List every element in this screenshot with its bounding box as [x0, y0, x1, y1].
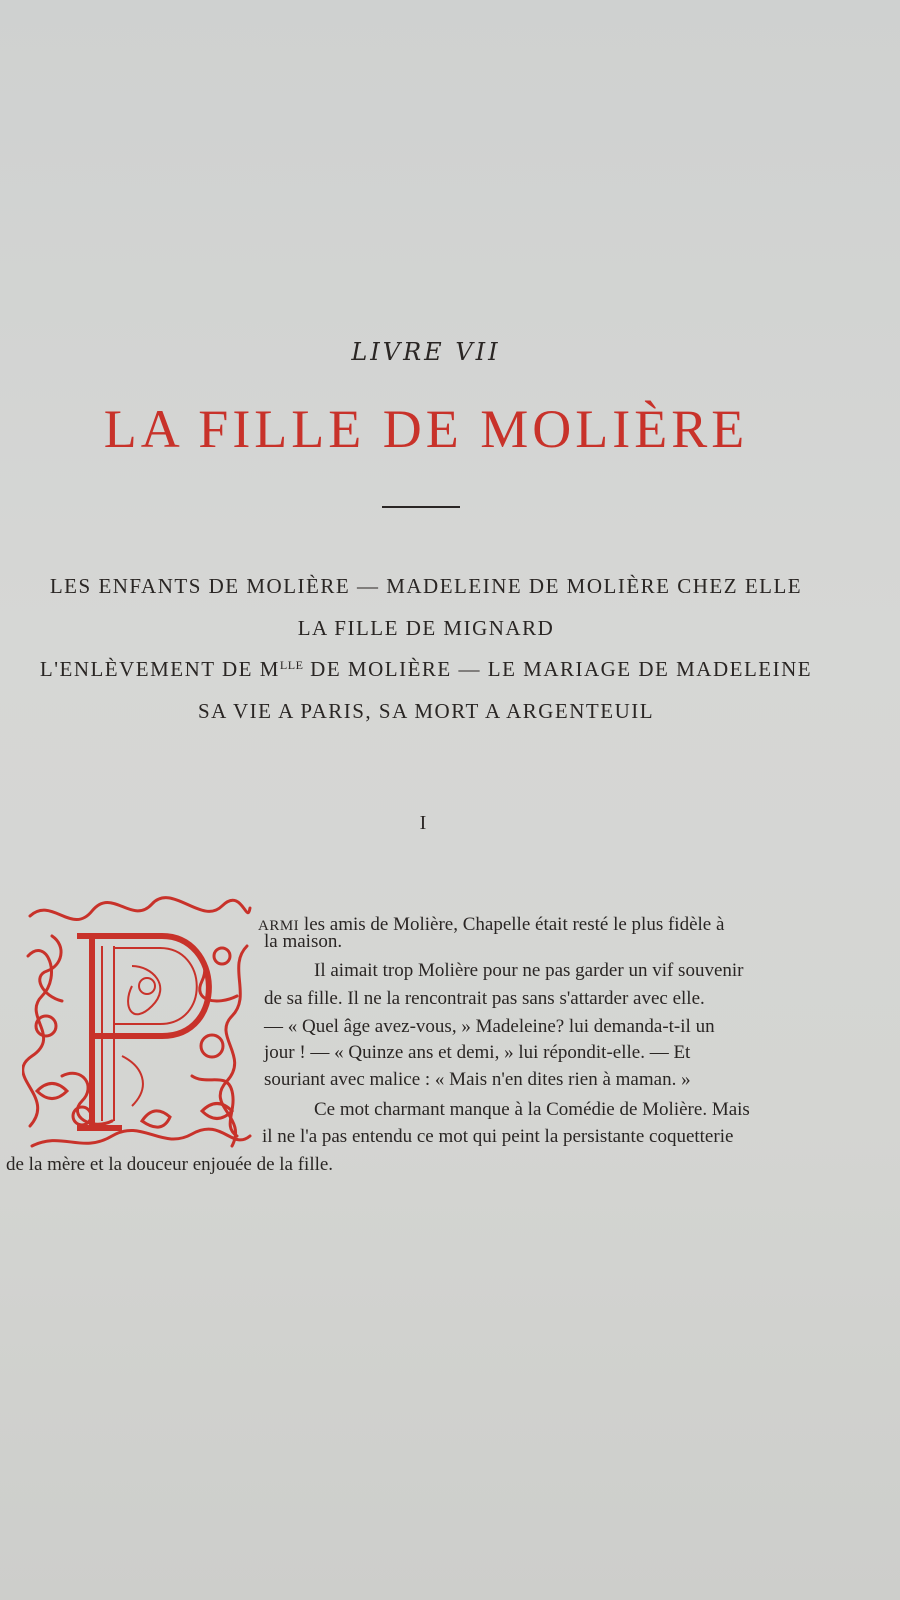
- summary-line-3: [0, 657, 852, 682]
- summary-line-1: LES ENFANTS DE MOLIÈRE — MADELEINE DE MOLIÈRE CHEZ ELLE: [49, 574, 803, 598]
- text-line: souriant avec malice : « Mais n'en dites rien à maman. »: [264, 1069, 691, 1090]
- book-label: LIVRE VII: [351, 338, 501, 366]
- dropcap-word-rest: ARMI: [258, 918, 300, 934]
- text-line: Il aimait trop Molière pour ne pas garder un vif souvenir: [314, 960, 744, 981]
- text-line-content: les amis de Molière, Chapelle était resté le plus fidèle à: [299, 914, 725, 935]
- summary-line-2: LA FILLE DE MIGNARD: [297, 616, 555, 640]
- summary-line-3-superscript: LLE: [279, 658, 304, 672]
- text-line: il ne l'a pas entendu ce mot qui peint la persistante coquetterie: [262, 1126, 734, 1147]
- text-line: jour ! — « Quinze ans et demi, » lui répondit-elle. — Et: [264, 1042, 691, 1063]
- summary-line-3-end: DE MOLIÈRE — LE MARIAGE DE MADELEINE: [303, 657, 813, 681]
- text-line: Ce mot charmant manque à la Comédie de Molière. Mais: [314, 1099, 750, 1120]
- text-line: de sa fille. Il ne la rencontrait pas sans s'attarder avec elle.: [264, 988, 705, 1009]
- text-line: de la mère et la douceur enjouée de la fille.: [6, 1154, 334, 1175]
- text-line: — « Quel âge avez-vous, » Madeleine? lui demanda-t-il un: [264, 1016, 715, 1037]
- page-title: LA FILLE DE MOLIÈRE: [103, 399, 749, 459]
- ornamental-dropcap-p-icon: [22, 896, 254, 1154]
- summary-line-4: SA VIE A PARIS, SA MORT A ARGENTEUIL: [197, 699, 655, 723]
- text-line: la maison.: [264, 931, 343, 952]
- title-divider: [382, 506, 460, 508]
- summary-line-3-start: L'ENLÈVEMENT DE M: [39, 657, 280, 681]
- section-number: I: [419, 812, 427, 834]
